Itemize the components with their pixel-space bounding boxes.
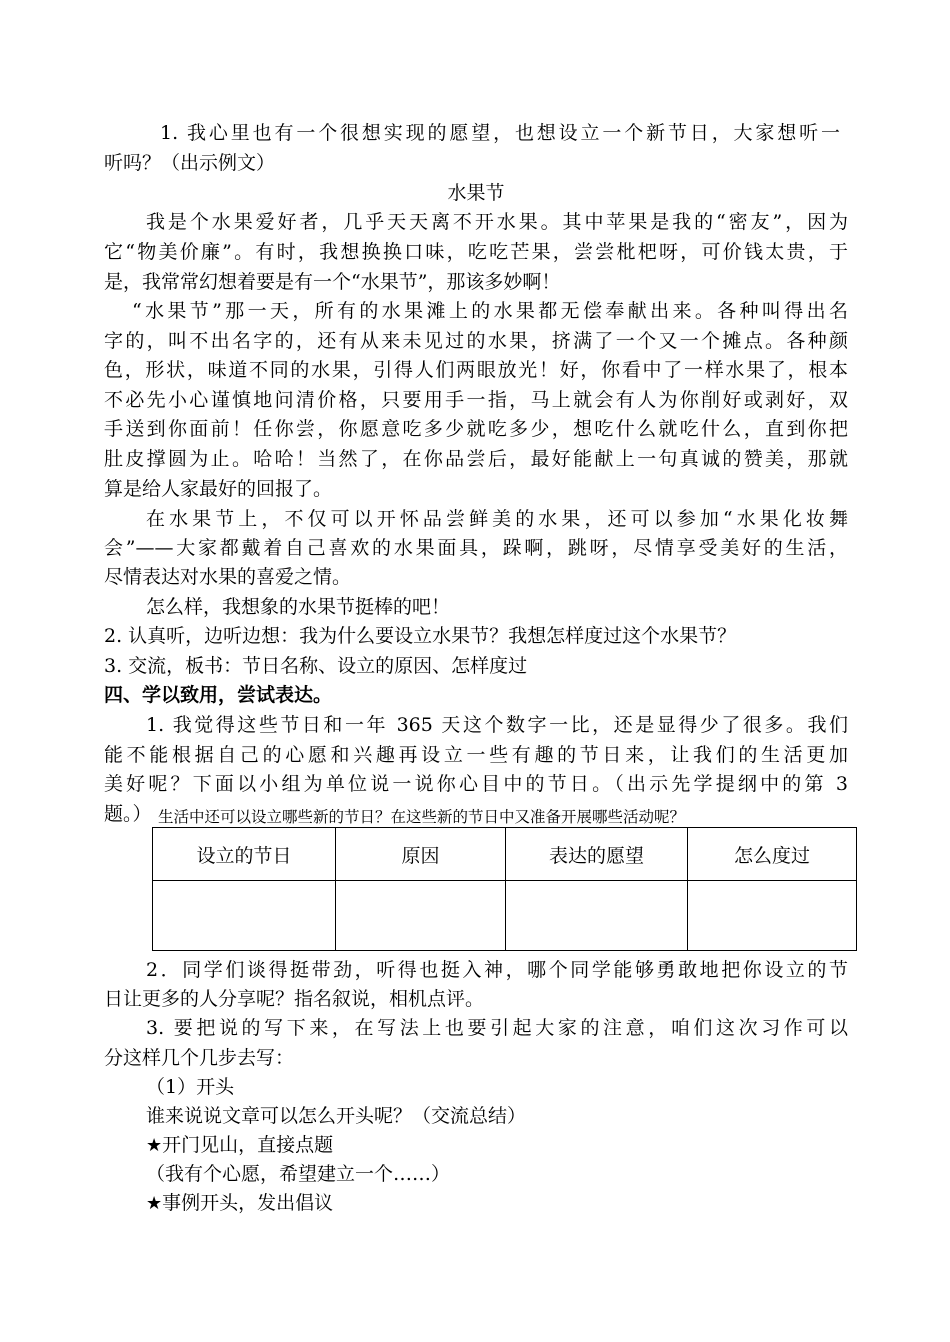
festival-table — [152, 827, 857, 951]
step-3: 3. 交流，板书：节日名称、设立的原因、怎样度过 — [104, 655, 528, 677]
opening-star-item-2 — [146, 1188, 890, 1219]
example-p3-line: 在水果节上，不仅可以开怀品尝鲜美的水果，还可以参加“水果化妆舞 — [146, 508, 848, 530]
opening-label: （1）开头 — [146, 1076, 235, 1098]
s4-2-line: 2．同学们谈得挺带劲，听得也挺入神，哪个同学能够勇敢地把你设立的节 — [146, 959, 848, 981]
table-header-cell: 表达的愿望 — [506, 828, 688, 881]
star-item-label: 开门见山，直接点题 — [162, 1134, 334, 1156]
example-p2-line: 不必先小心谨慎地问清价格，只要用手一指，马上就会有人为你削好或剥好，双 — [104, 389, 848, 411]
table-header-cell: 设立的节日 — [153, 828, 336, 881]
example-p2-line: 算是给人家最好的回报了。 — [104, 478, 333, 500]
example-p3-line: 会”——大家都戴着自己喜欢的水果面具，跺啊，跳呀，尽情享受美好的生活， — [104, 537, 848, 559]
example-p2-line: 字的，叫不出名字的，还有从来未见过的水果，挤满了一个又一个摊点。各种颜 — [104, 330, 848, 352]
example-p3-line: 尽情表达对水果的喜爱之情。 — [104, 566, 352, 588]
s4-1-line: 美好呢？下面以小组为单位说一说你心目中的节日。（出示先学提纲中的第 3 — [104, 773, 848, 795]
s4-2-line: 日让更多的人分享呢？指名叙说，相机点评。 — [104, 988, 485, 1010]
table-cell — [153, 881, 336, 951]
opening-star-item-1 — [146, 1130, 890, 1161]
intro-line-1: 1. 我心里也有一个很想实现的愿望，也想设立一个新节日，大家想听一 — [160, 122, 840, 144]
s4-1-line: 题。） — [104, 803, 152, 825]
example-p2-line: “水果节”那一天，所有的水果滩上的水果都无偿奉献出来。各种叫得出名 — [132, 300, 848, 322]
example-title: 水果节 — [447, 182, 505, 204]
example-p2-line: 肚皮撑圆为止。哈哈！当然了，在你品尝后，最好能献上一句真诚的赞美，那就 — [104, 448, 848, 470]
s4-1-line: 1. 我觉得这些节日和一年 365 天这个数字一比，还是显得少了很多。我们 — [146, 714, 848, 736]
star-icon: ★ — [146, 1193, 163, 1214]
star-item-label: 事例开头，发出倡议 — [162, 1192, 334, 1214]
example-p1-line: 我是个水果爱好者，几乎天天离不开水果。其中苹果是我的“密友”，因为 — [146, 211, 848, 233]
table-caption: 生活中还可以设立哪些新的节日？在这些新的节日中又准备开展哪些活动呢？ — [158, 808, 686, 826]
s4-3-line: 3. 要把说的写下来，在写法上也要引起大家的注意，咱们这次习作可以 — [146, 1017, 848, 1039]
opening-question: 谁来说说文章可以怎么开头呢？（交流总结） — [146, 1105, 527, 1127]
table-cell — [506, 881, 688, 951]
s4-1-line: 能不能根据自己的心愿和兴趣再设立一些有趣的节日来，让我们的生活更加 — [104, 744, 848, 766]
table-cell — [688, 881, 857, 951]
table-header-row — [153, 828, 857, 881]
star-icon: ★ — [146, 1135, 163, 1156]
intro-line-2: 听吗？（出示例文） — [104, 152, 276, 174]
example-p2-line: 手送到你面前！任你尝，你愿意吃多少就吃多少，想吃什么就吃什么，直到你把 — [104, 418, 848, 440]
example-p1-line: 它“物美价廉”。有时，我想换换口味，吃吃芒果，尝尝枇杷呀，可价钱太贵，于 — [104, 241, 848, 263]
table-row — [153, 881, 857, 951]
step-2: 2. 认真听，边听边想：我为什么要设立水果节？我想怎样度过这个水果节？ — [104, 625, 737, 647]
opening-star-1-example: （我有个心愿，希望建立一个……） — [146, 1163, 451, 1185]
section-4-heading: 四、学以致用，尝试表达。 — [104, 684, 333, 706]
example-p2-line: 色，形状，味道不同的水果，引得人们两眼放光！好，你看中了一样水果了，根本 — [104, 359, 848, 381]
table-header-cell: 怎么度过 — [688, 828, 857, 881]
table-cell — [336, 881, 506, 951]
example-p1-line: 是，我常常幻想着要是有一个“水果节”，那该多妙啊！ — [104, 271, 561, 293]
example-p4: 怎么样，我想象的水果节挺棒的吧！ — [146, 596, 451, 618]
table-header-cell: 原因 — [336, 828, 506, 881]
s4-3-line: 分这样几个几步去写： — [104, 1047, 295, 1069]
